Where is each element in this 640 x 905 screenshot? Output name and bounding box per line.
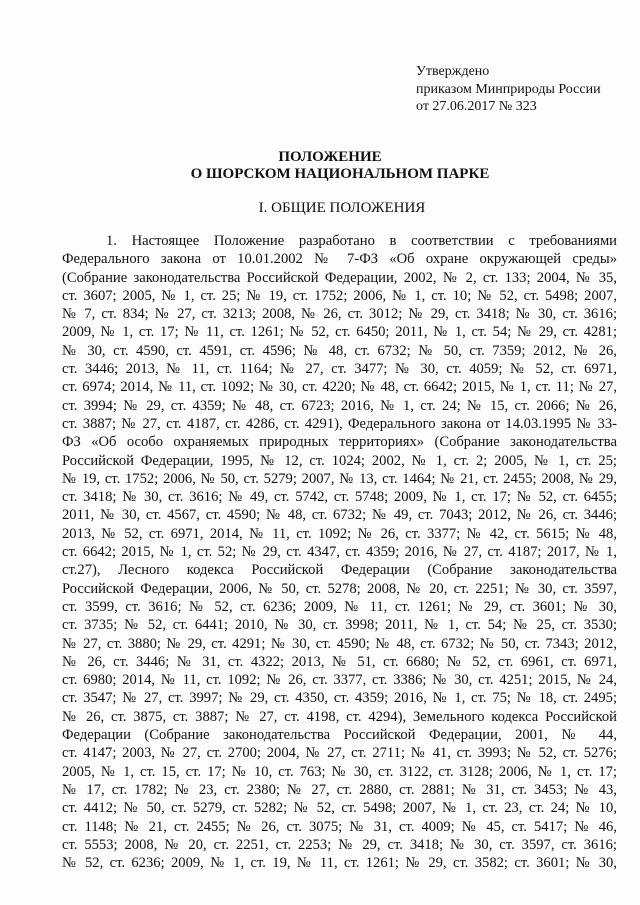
- document-title: ПОЛОЖЕНИЕ: [278, 149, 382, 165]
- text-line: ст. 3446; 2013, № 11, ст. 1164; № 27, ст. 3477; № 30, ст. 4059; № 52, ст. 6971,: [62, 361, 617, 378]
- text-line: № 17, ст. 1782; № 23, ст. 2380; № 27, ст. 2880, ст. 2881; № 31, ст. 3453; № 43,: [62, 781, 617, 798]
- text-line: ст. 6642; 2015, № 1, ст. 52; № 29, ст. 4347, ст. 4359; 2016, № 27, ст. 4187; 2017, № 1,: [62, 544, 617, 561]
- approval-line: от 27.06.2017 № 323: [416, 99, 537, 114]
- section-heading: I. ОБЩИЕ ПОЛОЖЕНИЯ: [258, 200, 426, 216]
- text-line: 2011, № 30, ст. 4567, ст. 4590; № 48, ст. 6732; № 49, ст. 7043; 2012, № 26, ст. 3446;: [62, 507, 617, 524]
- approval-line: приказом Минприроды России: [416, 81, 601, 97]
- text-line: 2005, № 1, ст. 15, ст. 17; № 10, ст. 763; № 30, ст. 3122, ст. 3128; 2006, № 1, ст. 17;: [62, 763, 617, 780]
- text-line: ст. 4412; № 50, ст. 5279, ст. 5282; № 52, ст. 5498; 2007, № 1, ст. 23, ст. 24; № 10,: [62, 800, 617, 817]
- text-line: 1. Настоящее Положение разработано в соответствии с требованиями: [106, 233, 617, 249]
- text-line: ст. 3887; № 27, ст. 4187, ст. 4286, ст. 4291), Федерального закона от 14.03.1995 № 33-: [62, 415, 617, 432]
- approval-line: Утверждено: [416, 64, 490, 79]
- text-line: ст. 3607; 2005, № 1, ст. 25; № 19, ст. 1752; 2006, № 1, ст. 10; № 52, ст. 5498; 2007,: [62, 287, 617, 304]
- text-line: ст. 6974; 2014, № 11, ст. 1092; № 30, ст. 4220; № 48, ст. 6642; 2015, № 1, ст. 11; № 27,: [62, 379, 617, 396]
- text-line: ст. 4147; 2003, № 27, ст. 2700; 2004, № 27, ст. 2711; № 41, ст. 3993; № 52, ст. 5276;: [62, 745, 617, 762]
- text-line: ст. 5553; 2008, № 20, ст. 2251, ст. 2253; № 29, ст. 3418; № 30, ст. 3597, ст. 3616;: [62, 836, 617, 853]
- text-line: № 7, ст. 834; № 27, ст. 3213; 2008, № 26, ст. 3012; № 29, ст. 3418; № 30, ст. 3616;: [62, 306, 617, 323]
- text-line: ст. 6980; 2014, № 11, ст. 1092; № 26, ст. 3377, ст. 3386; № 30, ст. 4251; 2015, № 24,: [62, 672, 617, 689]
- text-line: № 19, ст. 1752; 2006, № 50, ст. 5279; 2007, № 13, ст. 1464; № 21, ст. 2455; 2008, № 29,: [62, 470, 617, 487]
- text-line: № 26, ст. 3875, ст. 3887; № 27, ст. 4198, ст. 4294), Земельного кодекса Российской: [62, 708, 617, 725]
- text-line: № 30, ст. 4590, ст. 4591, ст. 4596; № 48, ст. 6732; № 50, ст. 7359; 2012, № 26,: [62, 342, 617, 359]
- text-line: ст. 3547; № 27, ст. 3997; № 29, ст. 4350, ст. 4359; 2016, № 1, ст. 75; № 18, ст. 2495;: [62, 690, 617, 707]
- text-line: № 52, ст. 6236; 2009, № 1, ст. 19, № 11, ст. 1261; № 29, ст. 3582; ст. 3601; № 30,: [62, 855, 617, 872]
- text-line: Российской Федерации, 2006, № 50, ст. 5278; 2008, № 20, ст. 2251; № 30, ст. 3597,: [62, 580, 617, 597]
- text-line: ст. 3735; № 52, ст. 6441; 2010, № 30, ст. 3998; 2011, № 1, ст. 54; № 25, ст. 3530;: [62, 617, 617, 634]
- text-line: ст. 3418; № 30, ст. 3616; № 49, ст. 5742, ст. 5748; 2009, № 1, ст. 17; № 52, ст. 6455;: [62, 489, 617, 506]
- text-line: 2009, № 1, ст. 17; № 11, ст. 1261; № 52, ст. 6450; 2011, № 1, ст. 54; № 29, ст. 4281;: [62, 324, 617, 341]
- text-line: № 26, ст. 3446; № 31, ст. 4322; 2013, № 51, ст. 6680; № 52, ст. 6961, ст. 6971,: [62, 653, 617, 670]
- text-line: ФЗ «Об особо охраняемых природных территориях» (Собрание законодательства: [62, 434, 617, 451]
- text-line: 2013, № 52, ст. 6971, 2014, № 11, ст. 1092; № 26, ст. 3377; № 42, ст. 5615; № 48,: [62, 525, 617, 542]
- text-line: Федерального закона от 10.01.2002 № 7-ФЗ «Об охране окружающей среды»: [62, 251, 617, 268]
- document-subtitle: О ШОРСКОМ НАЦИОНАЛЬНОМ ПАРКЕ: [190, 166, 490, 182]
- text-line: ст. 3994; № 29, ст. 4359; № 48, ст. 6723; 2016, № 1, ст. 24; № 15, ст. 2066; № 26,: [62, 397, 617, 414]
- text-line: ст.27), Лесного кодекса Российской Федерации (Собрание законодательства: [62, 562, 617, 579]
- text-line: Российской Федерации, 1995, № 12, ст. 1024; 2002, № 1, ст. 2; 2005, № 1, ст. 25;: [62, 452, 617, 469]
- paragraph-body: [62, 232, 617, 872]
- approval-stamp: [416, 63, 601, 116]
- text-line: ст. 1148; № 21, ст. 2455; № 26, ст. 3075; № 31, ст. 4009; № 45, ст. 5417; № 46,: [62, 818, 617, 835]
- text-line: Федерации (Собрание законодательства Российской Федерации, 2001, № 44,: [62, 727, 617, 744]
- text-line: № 27, ст. 3880; № 29, ст. 4291; № 30, ст. 4590; № 48, ст. 6732; № 50, ст. 7343; 2012,: [62, 635, 617, 652]
- text-line: (Собрание законодательства Российской Федерации, 2002, № 2, ст. 133; 2004, № 35,: [62, 269, 617, 286]
- text-line: ст. 3599, ст. 3616; № 52, ст. 6236; 2009, № 11, ст. 1261; № 29, ст. 3601; № 30,: [62, 598, 617, 615]
